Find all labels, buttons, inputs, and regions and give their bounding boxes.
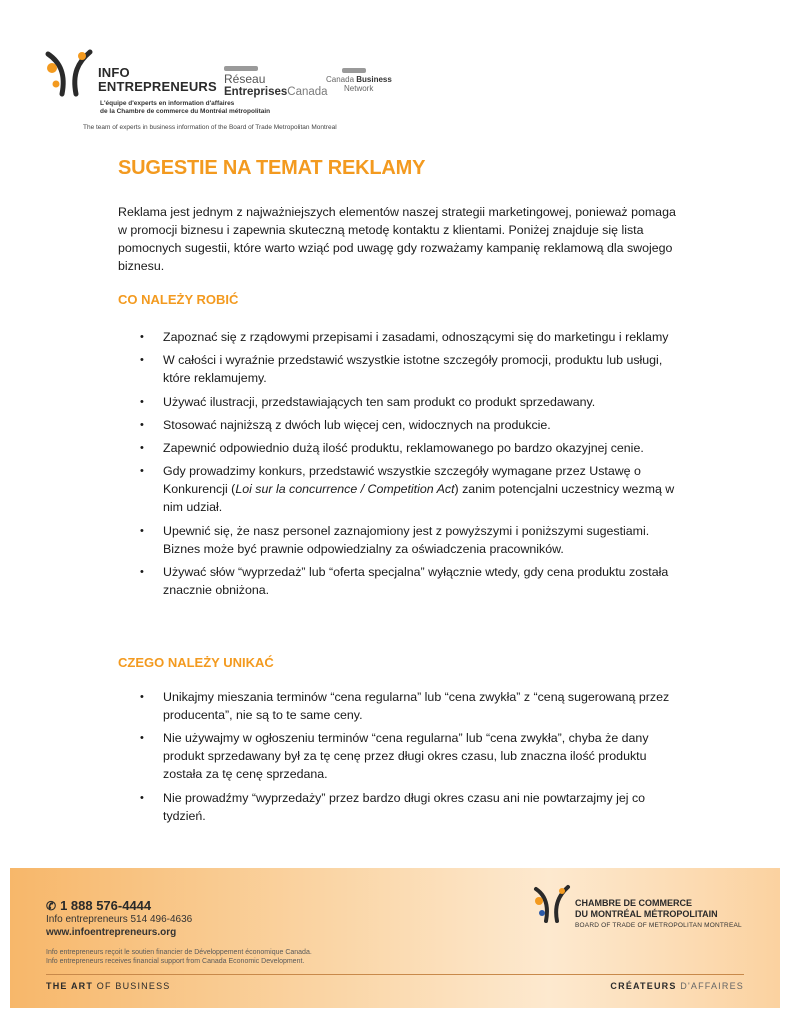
list-item [118, 522, 678, 558]
list-item [118, 688, 678, 724]
brand-line-1: INFO [98, 65, 130, 80]
list-item [118, 789, 678, 825]
list-item [118, 439, 678, 457]
list-item-text: Upewnić się, że nasz personel zaznajomiony jest z powyższymi i poniższymi sugestiami. Biznes może być prawnie odpowiedzialny za oświadczenia pracowników. [163, 523, 650, 556]
cbn-tag [342, 68, 366, 73]
canada-business-logo [326, 68, 396, 93]
bullet-icon: • [140, 524, 144, 537]
art-of-business [46, 981, 171, 991]
board-of-trade: BOARD OF TRADE OF METROPOLITAN MONTREAL [575, 922, 742, 929]
tagline-fr-1: L'équipe d'experts en information d'affaires [100, 100, 235, 107]
list-item-text: Nie prowadźmy “wyprzedaży” przez bardzo długi okres czasu ani nie powtarzajmy jej co tydzień. [163, 790, 646, 823]
list-item-text: Stosować najniższą z dwóch lub więcej cen, widocznych na produkcie. [163, 417, 551, 432]
bullet-icon: • [140, 732, 144, 745]
art-bold: THE ART [46, 981, 94, 991]
dont-heading: CZEGO NALEŻY UNIKAĆ [118, 655, 274, 670]
createurs-daffaires [610, 981, 744, 991]
list-item-text: Zapewnić odpowiednio dużą ilość produktu, reklamowanego po bardzo okazyjnej cenie. [163, 441, 644, 456]
page-title: SUGESTIE NA TEMAT REKLAMY [118, 157, 426, 179]
cbn-line-1 [326, 75, 396, 84]
list-item-text: Używać ilustracji, przedstawiających ten sam produkt co produkt sprzedawany. [163, 394, 596, 409]
art-rest: OF BUSINESS [93, 981, 171, 991]
footer-support-en: Info entrepreneurs receives financial support from Canada Economic Development. [46, 958, 305, 965]
phone-icon: ✆ [46, 899, 57, 913]
list-item [118, 462, 678, 516]
footer-info-line: Info entrepreneurs 514 496-4636 [46, 914, 193, 925]
bullet-icon: • [140, 331, 144, 343]
list-item [118, 393, 678, 411]
bullet-icon: • [140, 354, 144, 367]
footer-support-fr: Info entrepreneurs reçoit le soutien financier de Développement économique Canada. [46, 949, 312, 956]
reseau-bold: Entreprises [224, 86, 288, 98]
footer-band [10, 868, 780, 1008]
reseau-light: Canada [287, 86, 328, 98]
bullet-icon: • [140, 395, 144, 408]
bullet-icon: • [140, 465, 144, 478]
createurs-bold: CRÉATEURS [610, 981, 677, 991]
do-list [118, 328, 678, 604]
footer-divider [46, 974, 744, 975]
list-item [118, 563, 678, 599]
createurs-rest: D'AFFAIRES [676, 981, 744, 991]
dont-list [118, 688, 678, 830]
list-item [118, 328, 678, 346]
phone-number: 1 888 576-4444 [60, 898, 152, 913]
tagline-fr-2: de la Chambre de commerce du Montréal métropolitain [100, 108, 271, 115]
bullet-icon: • [140, 566, 144, 579]
list-item-text: Zapoznać się z rządowymi przepisami i zasadami, odnoszącymi się do marketingu i reklamy [163, 330, 669, 344]
footer-website-link[interactable]: www.infoentrepreneurs.org [46, 927, 177, 938]
chamber-logo-icon [532, 884, 572, 924]
bullet-icon: • [140, 791, 144, 804]
reseau-logo [224, 66, 328, 99]
chamber-line-1: CHAMBRE DE COMMERCE [575, 898, 692, 908]
reseau-line-2 [224, 86, 328, 99]
list-item-text: Nie używajmy w ogłoszeniu terminów “cena regularna” lub “cena zwykła”, chyba że dany produkt sprzedawany był za tę cenę przez długi okres czasu, lub znaczna ilość produktu została za tę cenę sprzedana. [163, 731, 649, 782]
list-item [118, 416, 678, 434]
brand-line-2: ENTREPRENEURS [98, 79, 217, 94]
tagline-en: The team of experts in business information of the Board of Trade Metropolitan Montreal [83, 124, 337, 131]
contest-post: ) zanim potencjalni uczestnicy wezmą w nim udział. [163, 482, 675, 515]
tagline-fr [100, 100, 270, 116]
intro-paragraph: Reklama jest jednym z najważniejszych elementów naszej strategii marketingowej, ponieważ pomaga w promocji biznesu i zapewnia skuteczną metodę kontaktu z klientami. Poniżej znajduje się lista pomocnych sugestii, które warto wziąć pod uwagę gdy rozważamy kampanię reklamową dla swojego biznesu. [118, 205, 676, 273]
contest-pre: Gdy prowadzimy konkurs, przedstawić wszystkie szczegóły wymagane przez Ustawę o Konkurencji ( [163, 464, 641, 497]
list-item-text: Unikajmy mieszania terminów “cena regularna” lub “cena zwykła” z “ceną sugerowaną przez producenta”, nie są to te same ceny. [163, 690, 670, 722]
do-heading: CO NALEŻY ROBIĆ [118, 292, 239, 307]
reseau-line-1: Réseau [224, 72, 266, 86]
list-item [118, 729, 678, 783]
list-item-text: W całości i wyraźnie przedstawić wszystkie istotne szczegóły promocji, produktu lub usługi, które reklamujemy. [163, 353, 663, 386]
cbn-pre: Canada [326, 75, 357, 84]
bullet-icon: • [140, 418, 144, 431]
info-entrepreneurs-logo-icon [44, 48, 94, 98]
bullet-icon: • [140, 442, 144, 455]
chamber-line-2: DU MONTRÉAL MÉTROPOLITAIN [575, 908, 718, 919]
chamber-name [575, 898, 718, 919]
contest-act-name: Loi sur la concurrence / Competition Act [235, 482, 455, 497]
brand-name [98, 66, 217, 94]
list-item-text: Używać słów “wyprzedaż” lub “oferta specjalna” wyłącznie wtedy, gdy cena produktu została znacznie obniżona. [163, 565, 669, 598]
header-logo-block [44, 44, 404, 136]
bullet-icon: • [140, 691, 144, 703]
list-item [118, 351, 678, 387]
cbn-bold: Business [356, 75, 392, 84]
cbn-line-2: Network [344, 84, 374, 93]
footer-phone [46, 898, 151, 913]
reseau-tag [224, 66, 258, 71]
